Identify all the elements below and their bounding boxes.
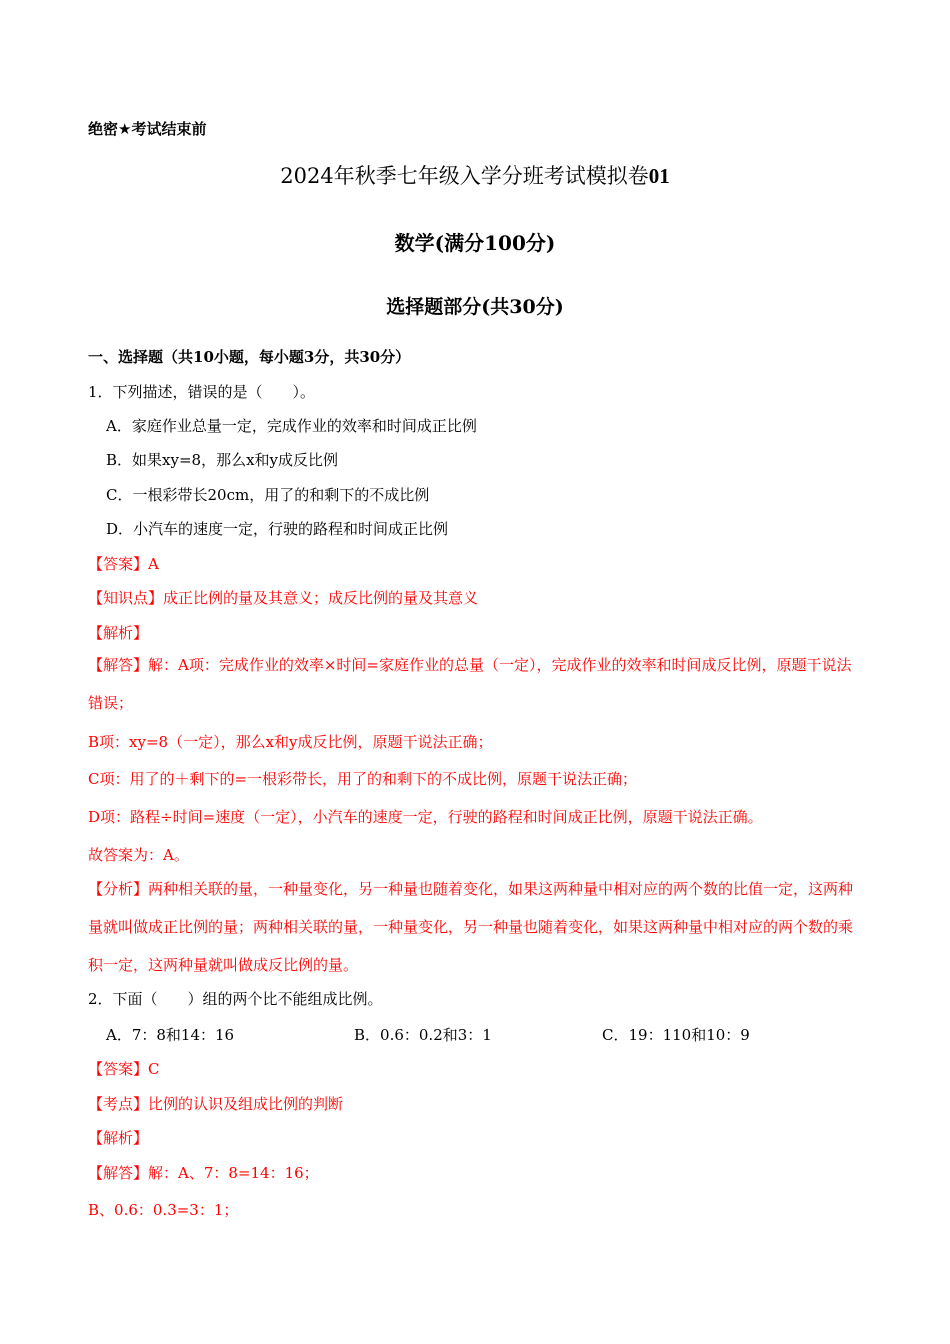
question-1-stem: 1．下列描述，错误的是（ ）。 bbox=[88, 383, 316, 401]
exam-subtitle: 数学(满分100分) bbox=[394, 231, 556, 255]
question-1-solution-1: 【解答】解：A项：完成作业的效率×时间=家庭作业的总量（一定），完成作业的效率和时间成反比例，原题干说法错误； bbox=[88, 656, 852, 712]
question-1-fenxi: 【分析】两种相关联的量，一种量变化，另一种量也随着变化，如果这两种量中相对应的两个数的比值一定，这两种量就叫做成正比例的量；两种相关联的量，一种量变化，另一种量也随着变化，如果这两种量中相对应的两个数的乘积一定，这两种量就叫做成反比例的量。 bbox=[88, 880, 854, 974]
exam-title-text: 2024年秋季七年级入学分班考试模拟卷 bbox=[280, 164, 649, 188]
question-1-option-b: B．如果xy=8，那么x和y成反比例 bbox=[106, 451, 339, 469]
question-2-option-b: B．0.6：0.2和3：1 bbox=[354, 1026, 492, 1044]
question-2-solution-2: B、0.6：0.3=3：1； bbox=[88, 1201, 239, 1219]
confidential-mark: 绝密★考试结束前 bbox=[88, 120, 207, 138]
question-1-option-d: D．小汽车的速度一定，行驶的路程和时间成正比例 bbox=[106, 520, 449, 538]
question-1-option-c: C．一根彩带长20cm，用了的和剩下的不成比例 bbox=[106, 486, 430, 504]
question-1-solution-5: 故答案为：A。 bbox=[88, 846, 189, 864]
part-heading: 一、选择题（共10小题，每小题3分，共30分） bbox=[88, 348, 411, 366]
question-2-option-a: A．7：8和14：16 bbox=[106, 1026, 235, 1044]
question-1-answer: 【答案】A bbox=[88, 555, 159, 573]
question-2-analysis-label: 【解析】 bbox=[88, 1129, 149, 1147]
question-1-option-a: A．家庭作业总量一定，完成作业的效率和时间成正比例 bbox=[106, 417, 477, 435]
question-2-answer: 【答案】C bbox=[88, 1060, 160, 1078]
question-1-knowledge: 【知识点】成正比例的量及其意义；成反比例的量及其意义 bbox=[88, 589, 479, 607]
question-2-option-c: C．19：110和10：9 bbox=[602, 1026, 750, 1044]
section-heading: 选择题部分(共30分) bbox=[386, 296, 564, 318]
question-1-solution-3: C项：用了的＋剩下的=一根彩带长，用了的和剩下的不成比例，原题干说法正确； bbox=[88, 770, 638, 788]
question-1-solution-2: B项：xy=8（一定），那么x和y成反比例，原题干说法正确； bbox=[88, 733, 493, 751]
question-1-solution-4: D项：路程÷时间=速度（一定），小汽车的速度一定，行驶的路程和时间成正比例，原题干说法正确。 bbox=[88, 808, 763, 826]
question-2-stem: 2．下面（ ）组的两个比不能组成比例。 bbox=[88, 990, 383, 1008]
question-2-solution-1: 【解答】解：A、7：8=14：16； bbox=[88, 1164, 319, 1182]
exam-title bbox=[0, 160, 950, 190]
question-1-analysis-label: 【解析】 bbox=[88, 624, 149, 642]
exam-title-number: 01 bbox=[648, 164, 670, 188]
question-2-kaodian: 【考点】比例的认识及组成比例的判断 bbox=[88, 1095, 344, 1113]
